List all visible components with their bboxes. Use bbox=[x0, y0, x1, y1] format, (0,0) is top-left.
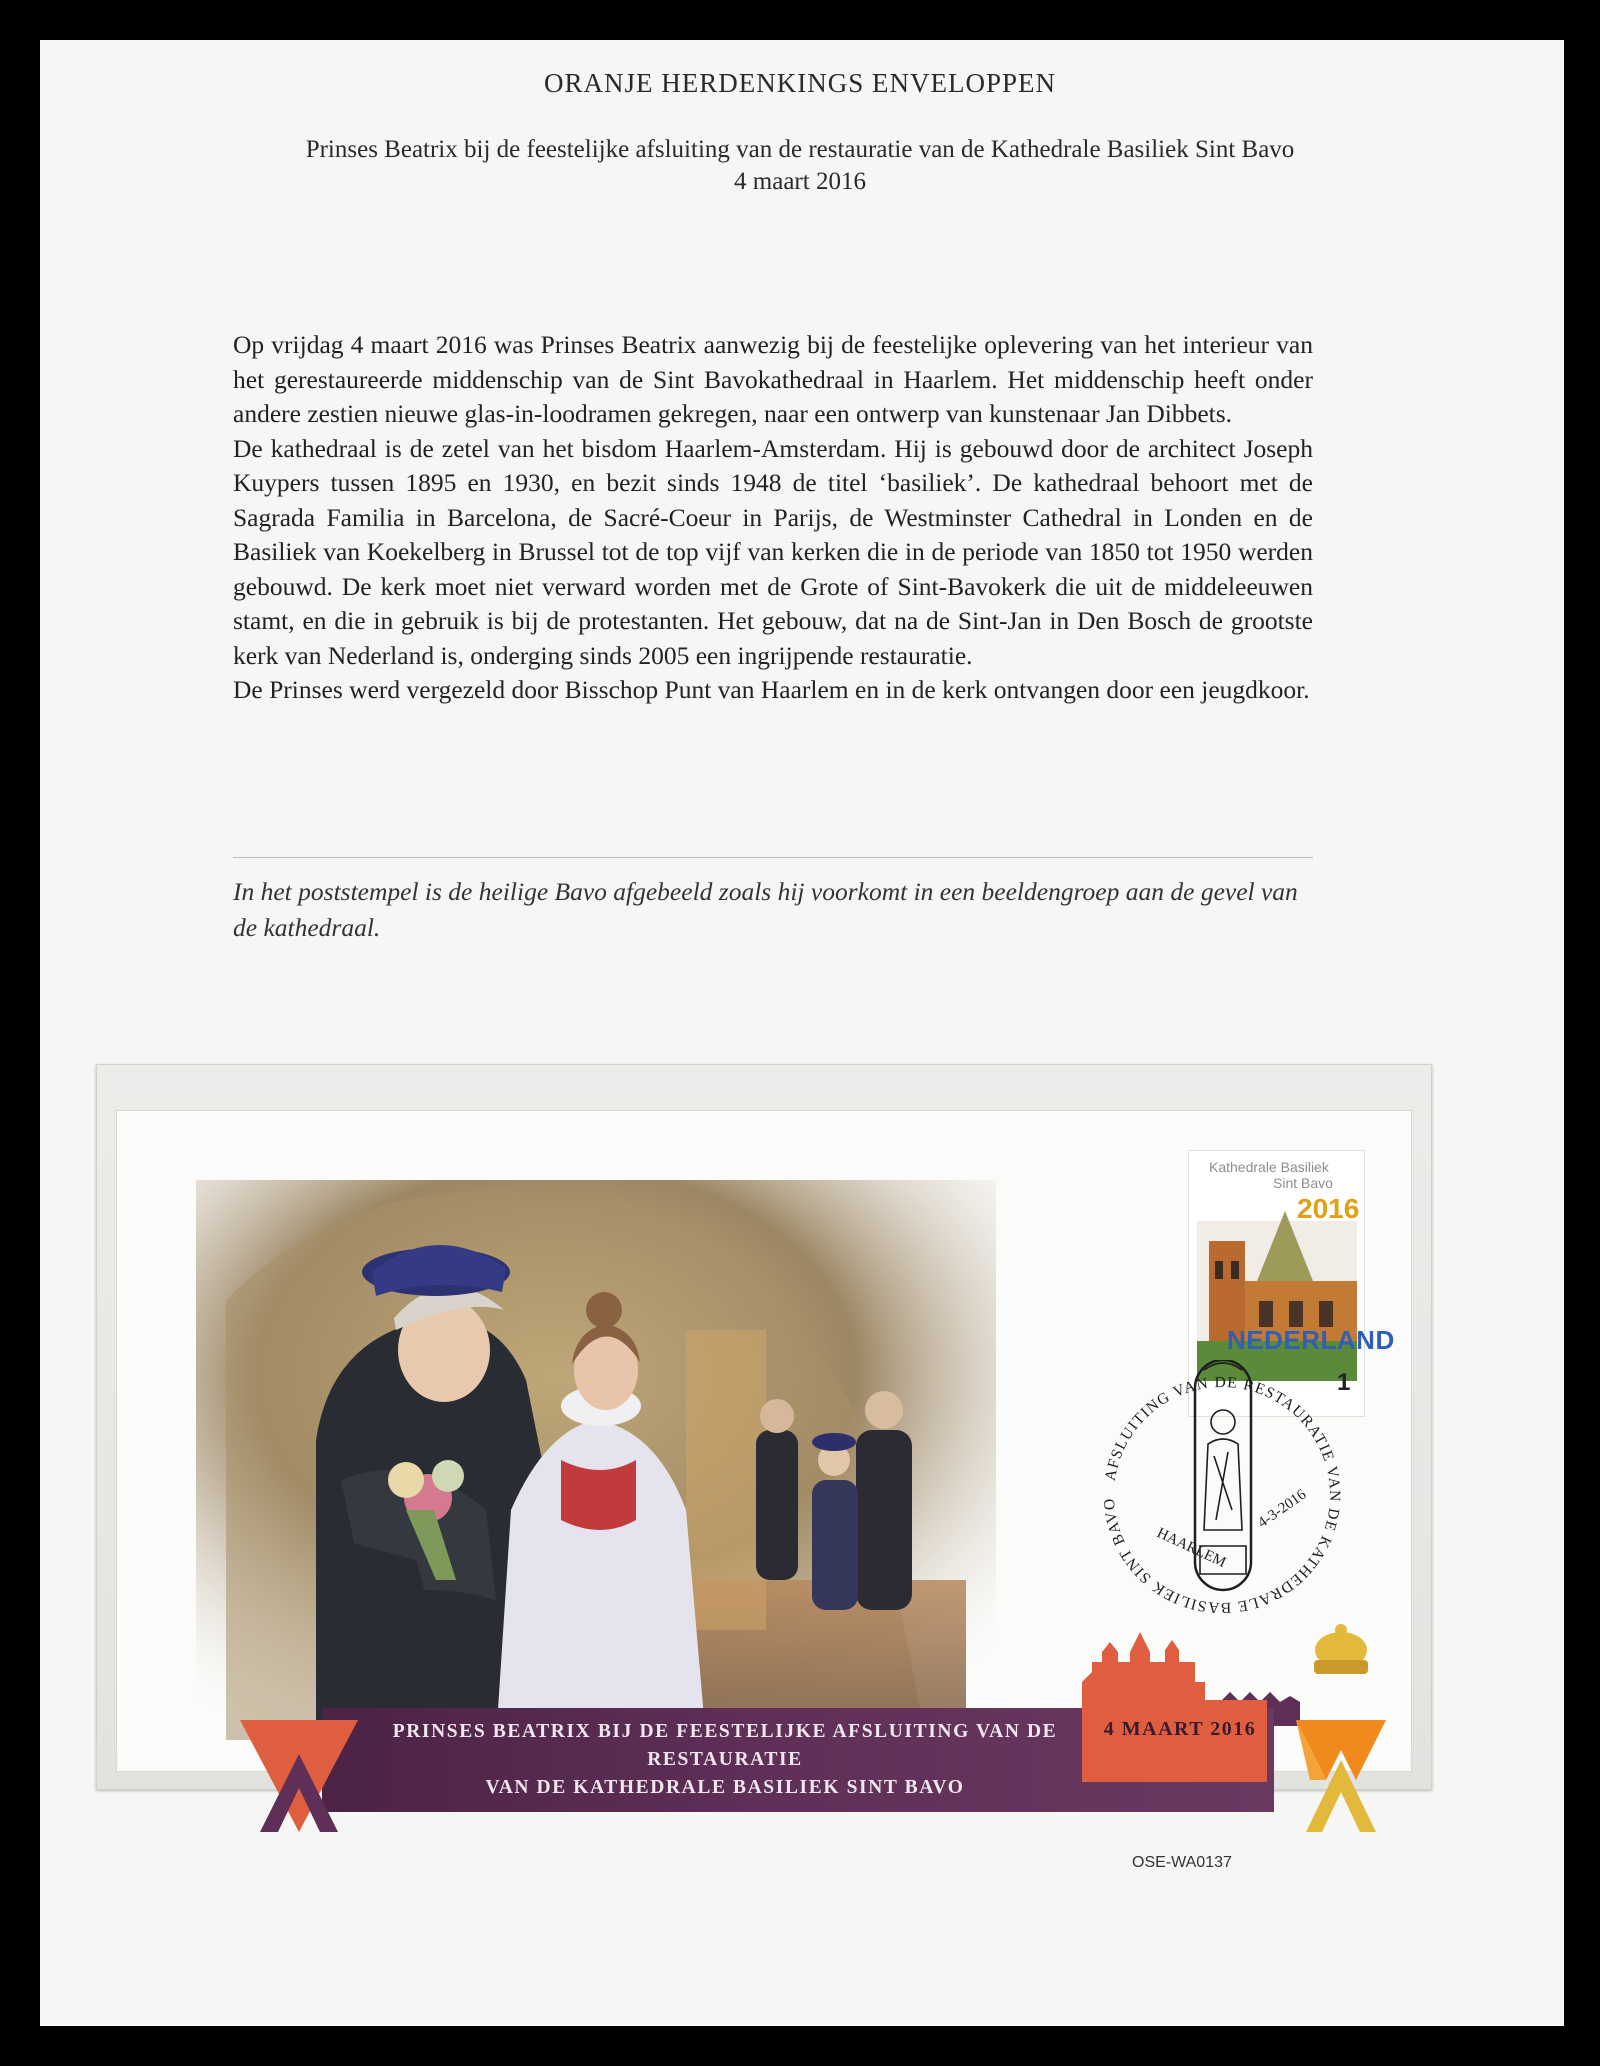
stamp-year: 2016 bbox=[1297, 1193, 1360, 1224]
postmark-caption: In het poststempel is de heilige Bavo afgebeeld zoals hij voorkomt in een beeldengroep aan de gevel van de kathedraal. bbox=[233, 877, 1298, 942]
a-triangle-logo-icon bbox=[240, 1720, 358, 1832]
stamp-label: Kathedrale Basiliek bbox=[1209, 1159, 1329, 1175]
postmark-ring-text: AFSLUITING VAN DE RESTAURATIE VAN DE KATHEDRALE BASILIEK SINT BAVO bbox=[1100, 1373, 1344, 1617]
envelope-reference-code: OSE-WA0137 bbox=[1132, 1854, 1232, 1871]
saint-bavo-icon bbox=[1200, 1363, 1246, 1574]
page-subtitle bbox=[0, 134, 1600, 198]
postmark-date: 4-3-2016 bbox=[1255, 1486, 1310, 1532]
description-text bbox=[233, 328, 1313, 708]
stamp-value: 1 bbox=[1337, 1369, 1351, 1396]
subtitle-date: 4 maart 2016 bbox=[734, 168, 866, 195]
postmark bbox=[1082, 1360, 1362, 1630]
subtitle-line-1: Prinses Beatrix bij de feestelijke afsluiting van de restauratie van de Kathedrale Basiliek Sint Bavo bbox=[305, 136, 1295, 163]
banner-line-1: PRINSES BEATRIX BIJ DE FEESTELIJKE AFSLUITING VAN DE RESTAURATIE bbox=[392, 1721, 1058, 1770]
divider bbox=[233, 857, 1313, 858]
banner-title bbox=[375, 1718, 1075, 1802]
envelope-date: 4 MAART 2016 bbox=[1103, 1718, 1257, 1740]
paragraph: De Prinses werd vergezeld door Bisschop Punt van Haarlem en in de kerk ontvangen door een jeugdkoor. bbox=[233, 675, 1310, 704]
envelope-photo bbox=[166, 1180, 1016, 1770]
postmark-city: HAARLEM bbox=[1154, 1525, 1229, 1571]
paragraph: Op vrijdag 4 maart 2016 was Prinses Beatrix aanwezig bij de feestelijke oplevering van het interieur van het gerestaureerde middenschip van de Sint Bavokathedraal in Haarlem. Het middenschip heeft onder andere zestien nieuwe glas-in-loodramen gekregen, naar een ontwerp van kunstenaar Jan Dibbets. bbox=[233, 330, 1313, 428]
date-block bbox=[1082, 1700, 1267, 1782]
crown-wa-monogram-icon bbox=[1296, 1620, 1386, 1832]
banner-line-2: VAN DE KATHEDRALE BASILIEK SINT BAVO bbox=[485, 1777, 965, 1798]
stamp-label: Sint Bavo bbox=[1273, 1175, 1333, 1191]
page-title: ORANJE HERDENKINGS ENVELOPPEN bbox=[544, 68, 1056, 98]
stamp-country: NEDERLAND bbox=[1227, 1325, 1395, 1355]
crown-icon bbox=[1314, 1624, 1368, 1674]
paragraph: De kathedraal is de zetel van het bisdom Haarlem-Amsterdam. Hij is gebouwd door de architect Joseph Kuypers tussen 1895 en 1930, en bezit sinds 1948 de titel ‘basiliek’. De kathedraal behoort met de Sagrada Familia in Barcelona, de Sacré-Coeur in Parijs, de Westminster Cathedral in Londen en de Basiliek van Koekelberg in Brussel tot de top vijf van kerken die in de periode van 1850 tot 1950 werden gebouwd. De kerk moet niet verward worden met de Grote of Sint-Bavokerk die uit de middeleeuwen stamt, en die in gebruik is bij de protestanten. Het gebouw, dat na de Sint-Jan in Den Bosch de grootste kerk van Nederland is, onderging sinds 2005 een ingrijpende restauratie. bbox=[233, 433, 1313, 670]
